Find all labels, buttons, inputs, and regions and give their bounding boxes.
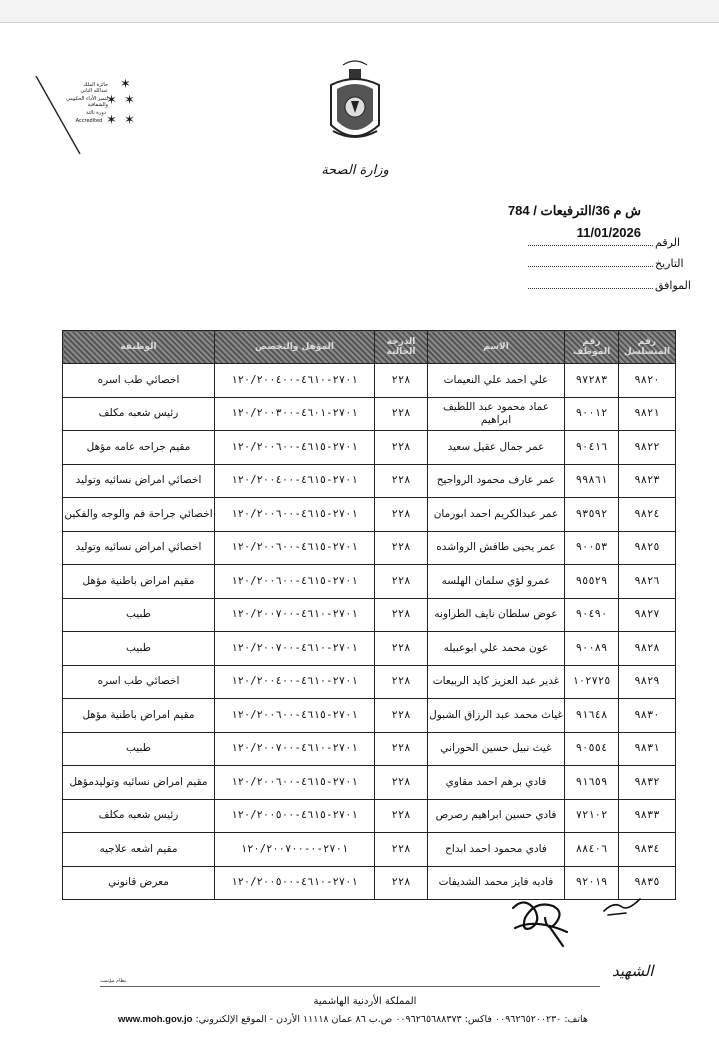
scan-top-edge [0, 0, 719, 23]
cell-job-title: مقيم اشعه علاجيه [63, 833, 215, 867]
table-row [63, 732, 676, 766]
cell-seq: ٩٨٣٠ [619, 699, 676, 733]
signature-mark [505, 888, 575, 948]
cell-grade: ٢٢٨ [375, 732, 428, 766]
jordan-coat-of-arms-icon [325, 55, 385, 155]
date-line [528, 265, 653, 267]
header-id: رقم الموظف [565, 331, 619, 364]
svg-text:✶: ✶ [124, 113, 135, 128]
date-label: التاريخ [655, 257, 684, 270]
cell-name: عماد محمود عبد اللطيف ابراهيم [428, 397, 565, 431]
cell-qualification: ٢٧٠١-٤٦١٠-١٢٠/٢٠٠٧٠٠ [215, 732, 375, 766]
document-date: 11/01/2026 [576, 225, 641, 240]
cell-grade: ٢٢٨ [375, 632, 428, 666]
svg-text:✶: ✶ [106, 113, 117, 128]
cell-name: عمر يحيى طافش الرواشده [428, 531, 565, 565]
cell-qualification: ٢٧٠١-٤٦١٠-١٢٠/٢٠٠٧٠٠ [215, 632, 375, 666]
header-qualification: المؤهل والتخصص [215, 331, 375, 364]
cell-name: عمر عارف محمود الرواجيح [428, 464, 565, 498]
cell-name: عمرو لؤي سلمان الهلسه [428, 565, 565, 599]
reference-number: ش م 36/الترفيعات / 784 [507, 203, 641, 218]
cell-id: ٩٠٠٥٣ [565, 531, 619, 565]
cell-job-title: اخصائي جراحة فم والوجه والفكين [63, 498, 215, 532]
website-link[interactable]: www.moh.gov.jo [118, 1014, 193, 1025]
cell-grade: ٢٢٨ [375, 431, 428, 465]
cell-qualification: ٢٧٠١-٤٦١٥-١٢٠/٢٠٠٦٠٠ [215, 699, 375, 733]
cell-seq: ٩٨٣١ [619, 732, 676, 766]
cell-id: ٩٢٠١٩ [565, 866, 619, 900]
cell-name: غيث نبيل حسين الحوراني [428, 732, 565, 766]
cell-job-title: اخصائي امراض نسائيه وتوليد [63, 531, 215, 565]
signature-label: الشهيد [612, 962, 654, 980]
cell-grade: ٢٢٨ [375, 464, 428, 498]
cell-grade: ٢٢٨ [375, 866, 428, 900]
cell-grade: ٢٢٨ [375, 833, 428, 867]
cell-seq: ٩٨٣٤ [619, 833, 676, 867]
cell-seq: ٩٨٢٩ [619, 665, 676, 699]
corresponding-line [528, 287, 653, 289]
cell-name: فادي حسين ابراهيم رصرص [428, 799, 565, 833]
cell-job-title: طبيب [63, 598, 215, 632]
table-row [63, 766, 676, 800]
cell-id: ٩٥٥٢٩ [565, 565, 619, 599]
cell-grade: ٢٢٨ [375, 498, 428, 532]
cell-id: ٩٠٥٥٤ [565, 732, 619, 766]
table-row [63, 799, 676, 833]
cell-name: عمر جمال عقيل سعيد [428, 431, 565, 465]
header-name: الاسم [428, 331, 565, 364]
table-row [63, 397, 676, 431]
cell-job-title: طبيب [63, 732, 215, 766]
cell-seq: ٩٨٣٥ [619, 866, 676, 900]
cell-job-title: مقيم امراض باطنية مؤهل [63, 699, 215, 733]
cell-qualification: ٢٧٠١-٠-١٢٠/٢٠٠٧٠٠ [215, 833, 375, 867]
cell-seq: ٩٨٢٢ [619, 431, 676, 465]
initials-mark [600, 895, 645, 920]
cell-id: ١٠٢٧٢٥ [565, 665, 619, 699]
table-header-row [63, 331, 676, 364]
cell-qualification: ٢٧٠١-٤٦١٥-١٢٠/٢٠٠٥٠٠ [215, 799, 375, 833]
footer-contact [118, 1014, 708, 1025]
header-job-title: الوظيفة [63, 331, 215, 364]
cell-id: ٩٣٥٩٢ [565, 498, 619, 532]
cell-job-title: مقيم امراض باطنية مؤهل [63, 565, 215, 599]
cell-qualification: ٢٧٠١-٤٦١٥-١٢٠/٢٠٠٤٠٠ [215, 464, 375, 498]
cell-qualification: ٢٧٠١-٤٦١٠-١٢٠/٢٠٠٧٠٠ [215, 598, 375, 632]
table-row [63, 565, 676, 599]
table-row [63, 632, 676, 666]
cell-job-title: رئيس شعبه مكلف [63, 799, 215, 833]
cell-qualification: ٢٧٠١-٤٦١٥-١٢٠/٢٠٠٦٠٠ [215, 431, 375, 465]
system-note: نظام مؤتمت [100, 978, 127, 984]
cell-job-title: اخصائي طب اسره [63, 665, 215, 699]
cell-name: غياث محمد عبد الرزاق الشبول [428, 699, 565, 733]
award-line-1: جائزة الملك عبدالله الثاني [80, 82, 108, 94]
cell-name: عوض سلطان نايف الطراونه [428, 598, 565, 632]
cell-grade: ٢٢٨ [375, 364, 428, 398]
cell-job-title: معرض قانوني [63, 866, 215, 900]
cell-seq: ٩٨٣٣ [619, 799, 676, 833]
svg-text:✶: ✶ [106, 93, 117, 108]
award-line-4: Accredited [75, 118, 103, 124]
cell-id: ٩٩٨٦١ [565, 464, 619, 498]
cell-id: ٧٢١٠٢ [565, 799, 619, 833]
cell-job-title: مقيم امراض نسائيه وتوليدمؤهل [63, 766, 215, 800]
table-row [63, 364, 676, 398]
cell-grade: ٢٢٨ [375, 565, 428, 599]
cell-id: ٩١٦٤٨ [565, 699, 619, 733]
cell-seq: ٩٨٢٠ [619, 364, 676, 398]
cell-qualification: ٢٧٠١-٤٦٠١-١٢٠/٢٠٠٣٠٠ [215, 397, 375, 431]
footer-divider [100, 986, 600, 987]
table-row [63, 531, 676, 565]
cell-grade: ٢٢٨ [375, 397, 428, 431]
cell-seq: ٩٨٢٦ [619, 565, 676, 599]
cell-id: ٩٠٤٩٠ [565, 598, 619, 632]
cell-job-title: طبيب [63, 632, 215, 666]
cell-seq: ٩٨٢٨ [619, 632, 676, 666]
table-row [63, 598, 676, 632]
cell-job-title: مقيم جراحه عامه مؤهل [63, 431, 215, 465]
svg-text:✶: ✶ [120, 77, 131, 92]
cell-id: ٩٠٠١٢ [565, 397, 619, 431]
table-row [63, 699, 676, 733]
header-grade: الدرجة الحالية [375, 331, 428, 364]
table-row [63, 431, 676, 465]
header-seq: رقم المتسلسل [619, 331, 676, 364]
cell-id: ٩٧٢٨٣ [565, 364, 619, 398]
cell-id: ٨٨٤٠٦ [565, 833, 619, 867]
cell-name: علي احمد علي النعيمات [428, 364, 565, 398]
corresponding-label: الموافق [655, 279, 691, 292]
cell-grade: ٢٢٨ [375, 699, 428, 733]
excellence-award-logo [32, 72, 142, 158]
cell-name: فادي محمود احمد ابداح [428, 833, 565, 867]
award-line-3: دورة ثالثة [86, 110, 106, 116]
cell-grade: ٢٢٨ [375, 766, 428, 800]
cell-id: ٩١٦٥٩ [565, 766, 619, 800]
award-line-2: لتميز الأداء الحكومي والشفافية [66, 96, 108, 108]
cell-qualification: ٢٧٠١-٤٦١٥-١٢٠/٢٠٠٦٠٠ [215, 766, 375, 800]
number-label: الرقم [655, 236, 681, 249]
cell-seq: ٩٨٢٤ [619, 498, 676, 532]
cell-job-title: رئيس شعبه مكلف [63, 397, 215, 431]
cell-id: ٩٠٠٨٩ [565, 632, 619, 666]
cell-name: عون محمد علي ابوعبيله [428, 632, 565, 666]
ministry-name: وزارة الصحة [321, 163, 389, 178]
table-row [63, 833, 676, 867]
cell-qualification: ٢٧٠١-٤٦١٠-١٢٠/٢٠٠٤٠٠ [215, 665, 375, 699]
number-line [528, 244, 653, 246]
cell-grade: ٢٢٨ [375, 665, 428, 699]
cell-name: عمر عبدالكريم احمد ابورمان [428, 498, 565, 532]
cell-id: ٩٠٤١٦ [565, 431, 619, 465]
cell-qualification: ٢٧٠١-٤٦١٥-١٢٠/٢٠٠٦٠٠ [215, 565, 375, 599]
promotions-table [62, 330, 676, 900]
cell-seq: ٩٨٢٥ [619, 531, 676, 565]
table-row [63, 464, 676, 498]
cell-qualification: ٢٧٠١-٤٦١٠-١٢٠/٢٠٠٤٠٠ [215, 364, 375, 398]
svg-text:✶: ✶ [124, 93, 135, 108]
contact-details: هاتف: ٠٠٩٦٢٦٥٢٠٠٢٣٠ فاكس: ٠٠٩٦٢٦٥٦٨٨٣٧٣ ص.ب ٨٦ عمان ١١١١٨ الأردن - الموقع الإلكتروني: [195, 1014, 588, 1025]
cell-seq: ٩٨٢١ [619, 397, 676, 431]
cell-qualification: ٢٧٠١-٤٦١٠-١٢٠/٢٠٠٥٠٠ [215, 866, 375, 900]
cell-name: غدير عبد العزيز كايد الربيعات [428, 665, 565, 699]
footer-kingdom: المملكة الأردنية الهاشمية [313, 996, 417, 1007]
cell-grade: ٢٢٨ [375, 531, 428, 565]
cell-grade: ٢٢٨ [375, 799, 428, 833]
cell-seq: ٩٨٢٣ [619, 464, 676, 498]
table-row [63, 498, 676, 532]
cell-grade: ٢٢٨ [375, 598, 428, 632]
table-row [63, 665, 676, 699]
cell-job-title: اخصائي امراض نسائيه وتوليد [63, 464, 215, 498]
cell-seq: ٩٨٢٧ [619, 598, 676, 632]
cell-name: فاديه فايز محمد الشديفات [428, 866, 565, 900]
cell-job-title: اخصائي طب اسره [63, 364, 215, 398]
cell-qualification: ٢٧٠١-٤٦١٥-١٢٠/٢٠٠٦٠٠ [215, 498, 375, 532]
cell-qualification: ٢٧٠١-٤٦١٥-١٢٠/٢٠٠٦٠٠ [215, 531, 375, 565]
cell-seq: ٩٨٣٢ [619, 766, 676, 800]
table-row [63, 866, 676, 900]
cell-name: فادي برهم احمد مقاوي [428, 766, 565, 800]
